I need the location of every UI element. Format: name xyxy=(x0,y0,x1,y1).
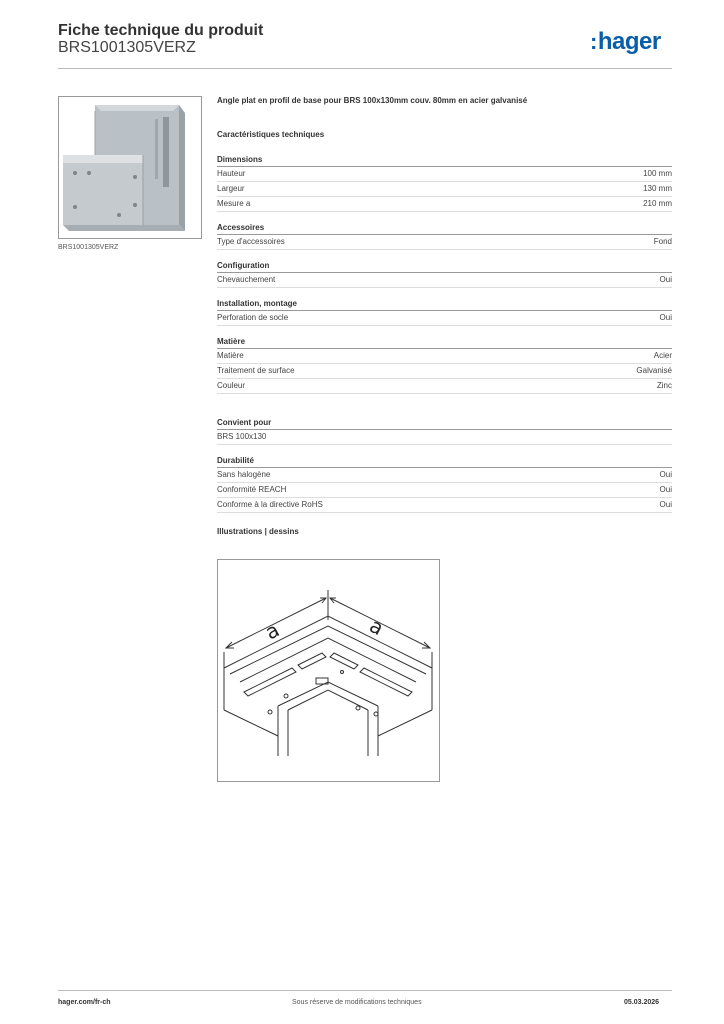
spec-label: Chevauchement xyxy=(217,275,276,284)
spec-label: Matière xyxy=(217,351,244,360)
spec-group-title: Matière xyxy=(217,337,672,349)
logo-text: hager xyxy=(597,28,661,55)
spec-row xyxy=(217,273,672,288)
product-photo-image xyxy=(59,97,201,238)
spec-value: Acier xyxy=(653,351,672,360)
spec-value: Oui xyxy=(659,275,672,284)
spec-group-material xyxy=(217,337,672,394)
spec-group-compatibility xyxy=(217,418,672,445)
illustrations-heading: Illustrations | dessins xyxy=(217,527,299,536)
technical-heading: Caractéristiques techniques xyxy=(217,130,325,139)
spec-group-title: Installation, montage xyxy=(217,299,672,311)
spec-row xyxy=(217,235,672,250)
spec-row xyxy=(217,379,672,394)
product-description: Angle plat en profil de base pour BRS 100x130mm couv. 80mm en acier galvanisé xyxy=(217,96,528,105)
footer-website: hager.com/fr-ch xyxy=(58,999,111,1006)
dimension-label-right: a xyxy=(365,613,388,641)
spec-value: Oui xyxy=(659,470,672,479)
header-divider xyxy=(58,68,672,69)
spec-value: 130 mm xyxy=(643,184,672,193)
spec-group-title: Convient pour xyxy=(217,418,672,430)
spec-group-title: Accessoires xyxy=(217,223,672,235)
technical-drawing xyxy=(217,559,440,782)
spec-group-configuration xyxy=(217,261,672,288)
spec-row xyxy=(217,483,672,498)
footer-divider xyxy=(58,990,672,991)
document-title: Fiche technique du produit xyxy=(58,22,264,39)
technical-drawing-image xyxy=(218,560,439,781)
footer-date: 05.03.2026 xyxy=(624,999,660,1006)
product-code: BRS1001305VERZ xyxy=(58,39,196,56)
spec-label: Sans halogène xyxy=(217,470,271,479)
spec-value: 100 mm xyxy=(643,169,672,178)
spec-label: BRS 100x130 xyxy=(217,432,267,441)
spec-row xyxy=(217,430,672,445)
spec-group-title: Dimensions xyxy=(217,155,672,167)
spec-label: Largeur xyxy=(217,184,245,193)
spec-row xyxy=(217,311,672,326)
spec-label: Hauteur xyxy=(217,169,246,178)
spec-group-installation xyxy=(217,299,672,326)
spec-group-title: Configuration xyxy=(217,261,672,273)
spec-label: Perforation de socle xyxy=(217,313,289,322)
spec-value: Zinc xyxy=(656,381,672,390)
spec-row xyxy=(217,182,672,197)
spec-group-dimensions xyxy=(217,155,672,212)
spec-row xyxy=(217,349,672,364)
spec-value: 210 mm xyxy=(643,199,672,208)
spec-row xyxy=(217,468,672,483)
hager-logo: :hager xyxy=(590,28,661,55)
spec-value: Oui xyxy=(659,313,672,322)
spec-label: Mesure a xyxy=(217,199,251,208)
spec-label: Couleur xyxy=(217,381,246,390)
photo-caption: BRS1001305VERZ xyxy=(58,244,119,251)
spec-row xyxy=(217,498,672,513)
spec-group-accessories xyxy=(217,223,672,250)
spec-value: Oui xyxy=(659,485,672,494)
product-photo xyxy=(58,96,202,239)
spec-label: Conforme à la directive RoHS xyxy=(217,500,323,509)
spec-value: Fond xyxy=(653,237,672,246)
specifications-column xyxy=(217,96,672,536)
spec-label: Type d'accessoires xyxy=(217,237,285,246)
footer-disclaimer: Sous réserve de modifications techniques xyxy=(292,999,422,1006)
spec-group-title: Durabilité xyxy=(217,456,672,468)
spec-group-durability xyxy=(217,456,672,513)
spec-value: Galvanisé xyxy=(636,366,672,375)
spec-label: Conformité REACH xyxy=(217,485,287,494)
spec-row xyxy=(217,364,672,379)
spec-value: Oui xyxy=(659,500,672,509)
dimension-label-left: a xyxy=(261,617,284,645)
spec-row xyxy=(217,197,672,212)
spec-row xyxy=(217,167,672,182)
spec-label: Traitement de surface xyxy=(217,366,295,375)
section-spacer xyxy=(217,405,672,418)
